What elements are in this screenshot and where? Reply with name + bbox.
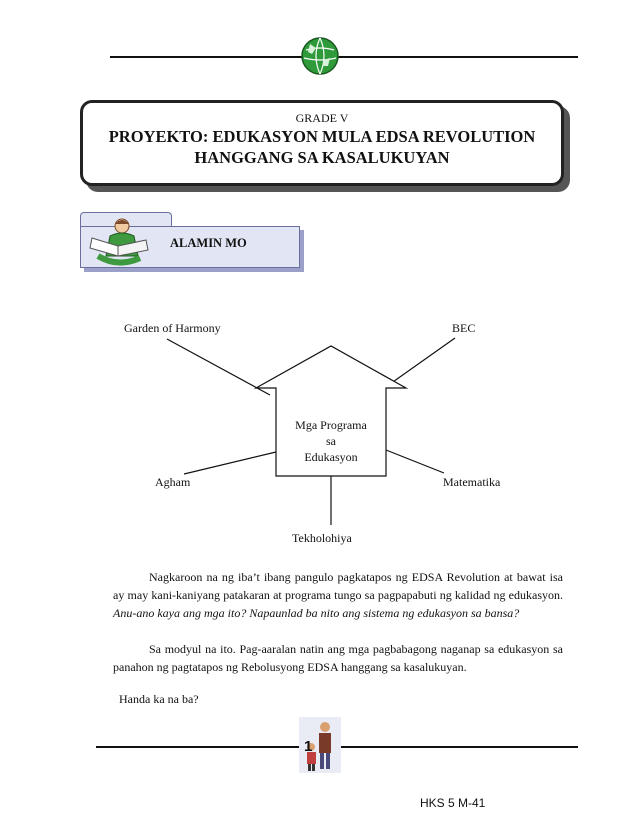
diagram-center-text: [276, 417, 386, 465]
grade-label: GRADE V: [295, 111, 349, 125]
page-number: 1: [304, 738, 313, 755]
paragraph-3-text: Handa ka na ba?: [119, 692, 199, 706]
page-title-line2: HANGGANG SA KASALUKUYAN: [194, 148, 450, 167]
module-code: HKS 5 M-41: [420, 796, 486, 810]
diagram-label-agham: Agham: [155, 475, 191, 489]
center-line-1: Mga Programa: [295, 418, 367, 432]
diagram-label-tekholohiya: Tekholohiya: [292, 531, 352, 545]
page-title-line1: PROYEKTO: EDUKASYON MULA EDSA REVOLUTION: [108, 127, 536, 146]
diagram-label-matematika: Matematika: [443, 475, 501, 489]
paragraph-2-text: Sa modyul na ito. Pag-aaralan natin ang mga pagbabagong naganap sa edukasyon sa panahon ng pagtatapos ng Rebolusyong EDSA hanggang sa kasalukuyan.: [113, 642, 563, 674]
paragraph-3: [119, 690, 569, 708]
paragraph-2: [113, 640, 563, 676]
diagram-label-bec: BEC: [452, 321, 476, 335]
paragraph-1-text: Nagkaroon na ng iba’t ibang pangulo pagkatapos ng EDSA Revolution at bawat isa ay may kani-kaniyang patakaran at programa tungo sa pagpapabuti ng kalidad ng edukasyon.: [113, 570, 563, 602]
center-line-2: sa: [326, 434, 336, 448]
center-line-3: Edukasyon: [304, 450, 358, 464]
section-title: ALAMIN MO: [170, 236, 247, 250]
diagram-label-garden: Garden of Harmony: [124, 321, 221, 335]
paragraph-1: [113, 568, 563, 622]
paragraph-1-question: Anu-ano kaya ang mga ito? Napaunlad ba nito ang sistema ng edukasyon sa bansa?: [113, 606, 520, 620]
